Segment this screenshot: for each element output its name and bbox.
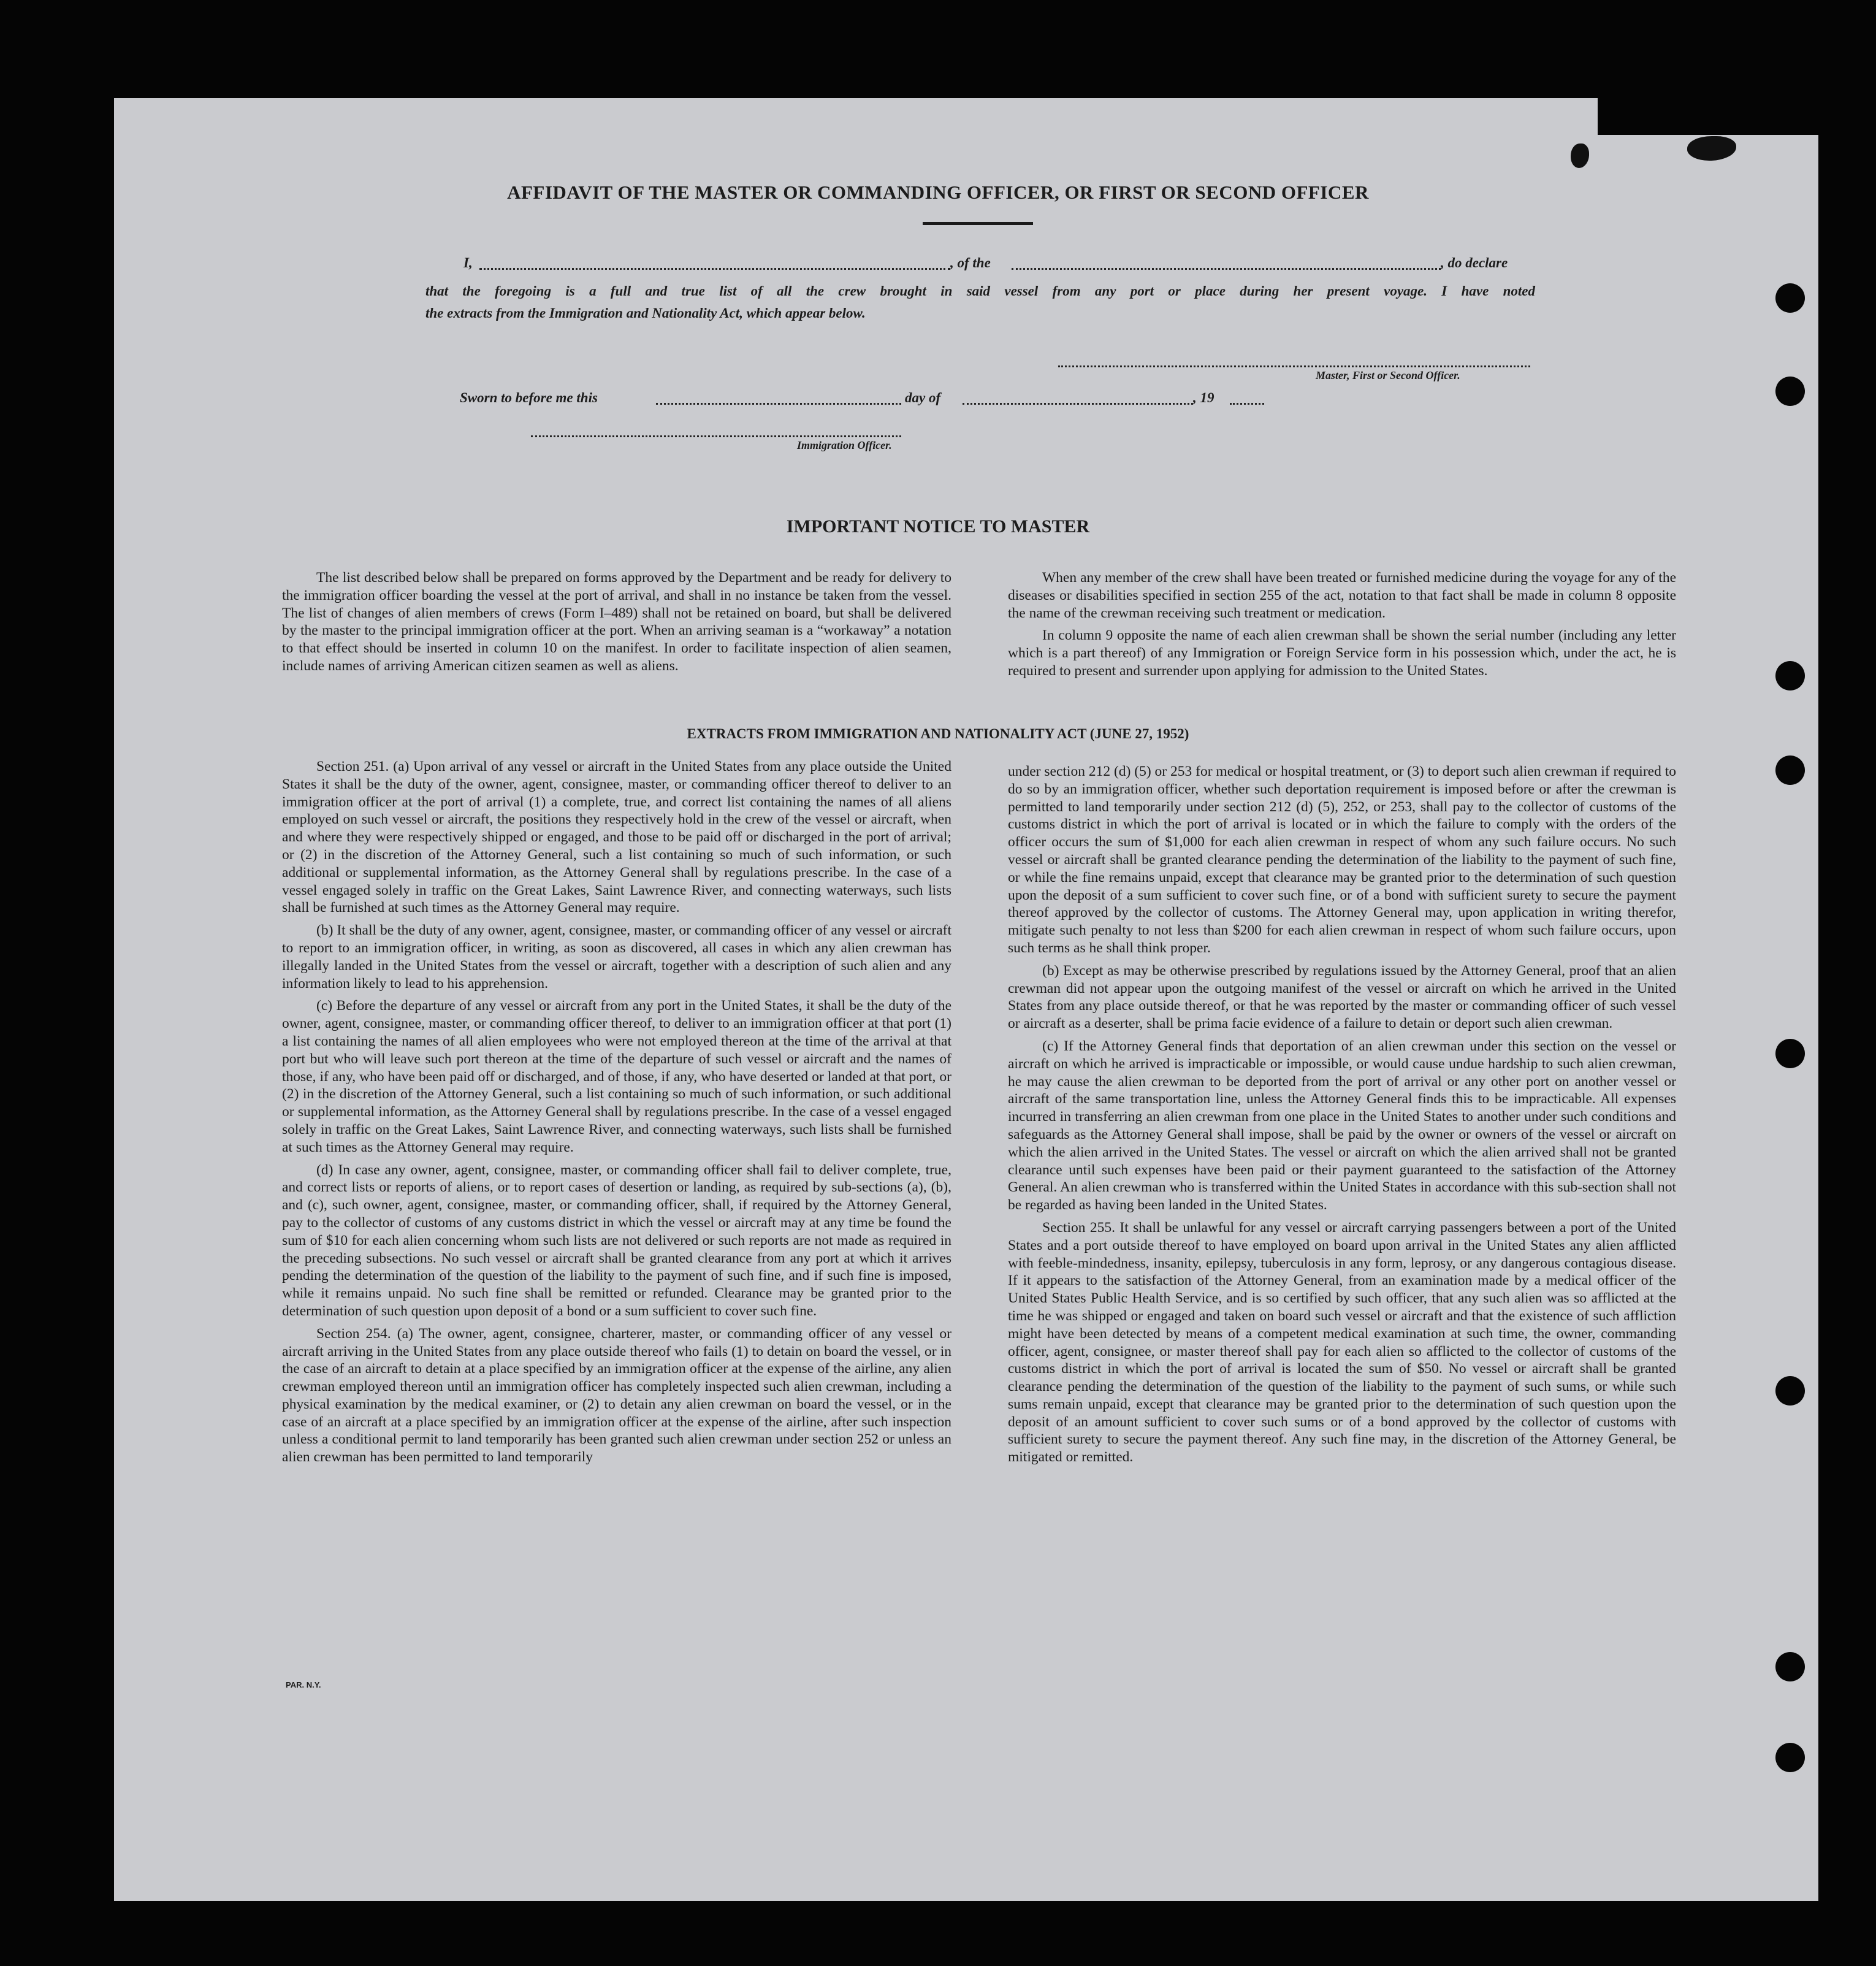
notice-right-paragraph-2: In column 9 opposite the name of each alien crewman shall be shown the serial number (including any letter which is a part thereof) of any Immigration or Foreign Service form in his possession which, under the act, he is required to present and surrender upon applying for admission to the United States. xyxy=(1008,627,1676,679)
declarant-name-field[interactable] xyxy=(479,267,950,270)
affidavit-statement-line2: the extracts from the Immigration and Nationality Act, which appear below. xyxy=(425,305,866,321)
extracts-left-column xyxy=(282,758,951,1471)
printer-mark: PAR. N.Y. xyxy=(286,1680,321,1689)
notice-left-column xyxy=(282,569,951,680)
master-signature-caption: Master, First or Second Officer. xyxy=(1316,369,1460,381)
title-rule xyxy=(923,222,1033,225)
day-of-label: day of xyxy=(905,390,941,405)
punch-hole xyxy=(1775,1039,1805,1068)
sworn-day-field[interactable] xyxy=(656,402,901,405)
year-label: , 19 xyxy=(1193,390,1214,405)
section-251-c: (c) Before the departure of any vessel or aircraft from any port in the United States, it shall be the duty of the owner, agent, consignee, master, or commanding officer thereof, to deliver to an immigration officer at that port (1) a list containing the names of all alien employees who were not employed thereon at the time of the arrival at that port but who will leave such port thereon at the time of the departure of such vessel or aircraft and the names of those, if any, who have been paid off or discharged, and of those, if any, who have deserted or landed at that port, or (2) in the discretion of the Attorney General, such a list containing so much of such information, or such additional or supplemental information, as the Attorney General shall by regulations prescribe. In the case of a vessel engaged solely in traffic on the Great Lakes, Saint Lawrence River, and connecting waterways, such lists shall be furnished at such times as the Attorney General may require. xyxy=(282,998,951,1155)
sworn-year-field[interactable] xyxy=(1230,402,1264,405)
punch-hole xyxy=(1775,377,1805,406)
section-254-a-continued: under section 212 (d) (5) or 253 for medical or hospital treatment, or (3) to deport such alien crewman if required to do so by an immigration officer, whether such deportation requirement is imposed before or after the crewman is permitted to land temporarily under section 212 (d) (5), 252, or 253, shall pay to the collector of customs of the customs district in which the port of arrival is located or in which the failure to comply with the orders of the officer occurs the sum of $1,000 for each alien crewman in respect of whom any such failure occurs. No such vessel or aircraft shall be granted clearance pending the determination of the liability to the payment of such fine, or while the fine remains unpaid, except that clearance may be granted prior to the determination of such question upon the deposit of a sum sufficient to cover such fine, or of a bond with sufficient surety to secure the payment thereof approved by the collector of customs. The Attorney General may, upon application in writing therefor, mitigate such penalty to not less than $200 for each alien crewman in respect of whom such failure occurs, upon such terms as he shall think proper. xyxy=(1008,763,1676,956)
punch-hole xyxy=(1775,661,1805,690)
extracts-title: EXTRACTS FROM IMMIGRATION AND NATIONALITY ACT (JUNE 27, 1952) xyxy=(687,726,1189,741)
vessel-name-field[interactable] xyxy=(1012,267,1441,270)
punch-hole xyxy=(1775,1376,1805,1406)
section-254-a: Section 254. (a) The owner, agent, consignee, charterer, master, or commanding officer of any vessel or aircraft arriving in the United States from any place outside thereof who fails (1) to detain on board the vessel, or in the case of an aircraft to detain at a place specified by an immigration officer at the expense of the airline, any alien crewman employed thereon until an immigration officer has completely inspected such alien crewman, including a physical examination by the medical examiner, or (2) to detain any alien crewman on board the vessel, or in the case of an aircraft at a place specified by an immigration officer at the expense of the airline, after such inspection unless a conditional permit to land temporarily has been granted such alien crewman under section 252 or unless an alien crewman has been permitted to land temporarily xyxy=(282,1325,951,1466)
punch-hole xyxy=(1775,1652,1805,1681)
sworn-month-field[interactable] xyxy=(963,402,1193,405)
master-signature-line[interactable] xyxy=(1058,365,1530,367)
immigration-officer-signature-line[interactable] xyxy=(531,435,901,437)
notice-right-paragraph-1: When any member of the crew shall have been treated or furnished medicine during the voyage for any of the diseases or disabilities specified in section 255 of the act, notation to that fact shall be made in column 8 opposite the name of the crewman receiving such treatment or medication. xyxy=(1008,570,1676,621)
affidavit-title: AFFIDAVIT OF THE MASTER OR COMMANDING OFFICER, OR FIRST OR SECOND OFFICER xyxy=(507,182,1369,203)
notice-right-column xyxy=(1008,569,1676,685)
section-254-b: (b) Except as may be otherwise prescribed by regulations issued by the Attorney General, proof that an alien crewman did not appear upon the outgoing manifest of the vessel or aircraft on which he arrived in the United States from any place outside thereof, or that he was reported by the master or commanding officer of such vessel or aircraft as a deserter, shall be prima facie evidence of a failure to detain or deport such alien crewman. xyxy=(1008,962,1676,1032)
punch-hole xyxy=(1775,1743,1805,1772)
extracts-right-column xyxy=(1008,763,1676,1471)
affidavit-statement-line1: that the foregoing is a full and true list of all the crew brought in said vessel from any port or place during her present voyage. I have noted xyxy=(425,283,1535,299)
declarant-label: I, xyxy=(463,255,473,270)
immigration-officer-caption: Immigration Officer. xyxy=(797,439,892,451)
section-251-a: Section 251. (a) Upon arrival of any vessel or aircraft in the United States from any place outside the United States it shall be the duty of the owner, agent, consignee, master, or commanding officer thereof to deliver to an immigration officer at the port of arrival (1) a complete, true, and correct list containing the names of all aliens employed on such vessel or aircraft, the positions they respectively hold in the crew of the vessel or aircraft, when and where they were respectively shipped or engaged, and those to be paid off or discharged in the port of arrival; or (2) in the discretion of the Attorney General, such a list containing so much of such information, or such additional or supplemental information, as the Attorney General shall by regulations prescribe. In the case of a vessel engaged solely in traffic on the Great Lakes, Saint Lawrence River, and connecting waterways, such lists shall be furnished at such times as the Attorney General may require. xyxy=(282,759,951,916)
section-251-d: (d) In case any owner, agent, consignee, master, or commanding officer shall fail to deliver complete, true, and correct lists or reports of aliens, or to report cases of desertion or landing, as required by sub-sections (a), (b), and (c), such owner, agent, consignee, master, or commanding officer, shall, if required by the Attorney General, pay to the collector of customs of any customs district in which the vessel or aircraft may at any time be found the sum of $10 for each alien concerning whom such lists are not delivered or such reports are not made as required in the preceding subsections. No such vessel or aircraft shall be granted clearance from any port at which it arrives pending the determination of the question of the liability to the payment of such fine, and if such fine is imposed, while it remains unpaid. No such fine shall be remitted or refunded. Clearance may be granted prior to the determination of such question upon deposit of a bond or a sum sufficient to cover such fine. xyxy=(282,1161,951,1319)
do-declare-label: , do declare xyxy=(1441,255,1508,270)
notice-left-paragraph: The list described below shall be prepared on forms approved by the Department and be ready for delivery to the immigration officer boarding the vessel at the port of arrival, and shall in no instance be taken from the vessel. The list of changes of alien members of crews (Form I–489) shall not be retained on board, but shall be delivered by the master to the principal immigration officer at the port. When an arriving seaman is a “workaway” a notation to that effect should be inserted in column 10 on the manifest. In order to facilitate inspection of alien seamen, include names of arriving American citizen seamen as well as aliens. xyxy=(282,570,951,674)
section-254-c: (c) If the Attorney General finds that deportation of an alien crewman under this section on the vessel or aircraft on which he arrived is impracticable or impossible, or would cause undue hardship to such alien crewman, he may cause the alien crewman to be deported from the port of arrival or any other port on another vessel or aircraft of the same transportation line, unless the Attorney General finds this to be impracticable. All expenses incurred in transferring an alien crewman from one place in the United States to another under such conditions and safeguards as the Attorney General shall impose, shall be paid by the owner or owners of the vessel or aircraft on which the alien arrived in the United States. The vessel or aircraft on which the alien arrived shall not be granted clearance until such expenses have been paid or their payment guaranteed to the satisfaction of the Attorney General. An alien crewman who is transferred within the United States in accordance with this sub-section shall not be regarded as having been landed in the United States. xyxy=(1008,1038,1676,1214)
sworn-label: Sworn to before me this xyxy=(460,390,598,405)
punch-hole xyxy=(1775,283,1805,313)
scan-corner-shadow xyxy=(1598,98,1818,135)
notice-title: IMPORTANT NOTICE TO MASTER xyxy=(786,516,1090,537)
punch-hole xyxy=(1775,755,1805,785)
section-255: Section 255. It shall be unlawful for any vessel or aircraft carrying passengers between a port of the United States and a port outside thereof to have employed on board upon arrival in the United States any alien afflicted with feeble-mindedness, insanity, epilepsy, tuberculosis in any form, leprosy, or any dangerous contagious disease. If it appears to the satisfaction of the Attorney General, from an examination made by a medical officer of the United States Public Health Service, and is so certified by such officer, that any such alien was so afflicted at the time he was shipped or engaged and taken on board such vessel or aircraft and that the existence of such affliction might have been detected by means of a competent medical examination at such time, the owner, commanding officer, agent, consignee, or master thereof shall pay for each alien so afflicted to the collector of customs of the customs district in which the port of arrival is located the sum of $50. No vessel or aircraft shall be granted clearance pending the determination of the question of the liability to the payment of such sums, or while such sums remain unpaid, except that clearance may be granted prior to the determination of such question upon the deposit of an amount sufficient to cover such sums or of a bond approved by the collector of customs with sufficient surety to secure the payment thereof. Any such fine may, in the discretion of the Attorney General, be mitigated or remitted. xyxy=(1008,1219,1676,1466)
section-251-b: (b) It shall be the duty of any owner, agent, consignee, master, or commanding officer of any vessel or aircraft to report to an immigration officer, in writing, as soon as discovered, all cases in which any alien crewman has illegally landed in the United States from the vessel or aircraft, together with a description of such alien and any information likely to lead to his apprehension. xyxy=(282,922,951,992)
of-the-label: , of the xyxy=(950,255,991,270)
